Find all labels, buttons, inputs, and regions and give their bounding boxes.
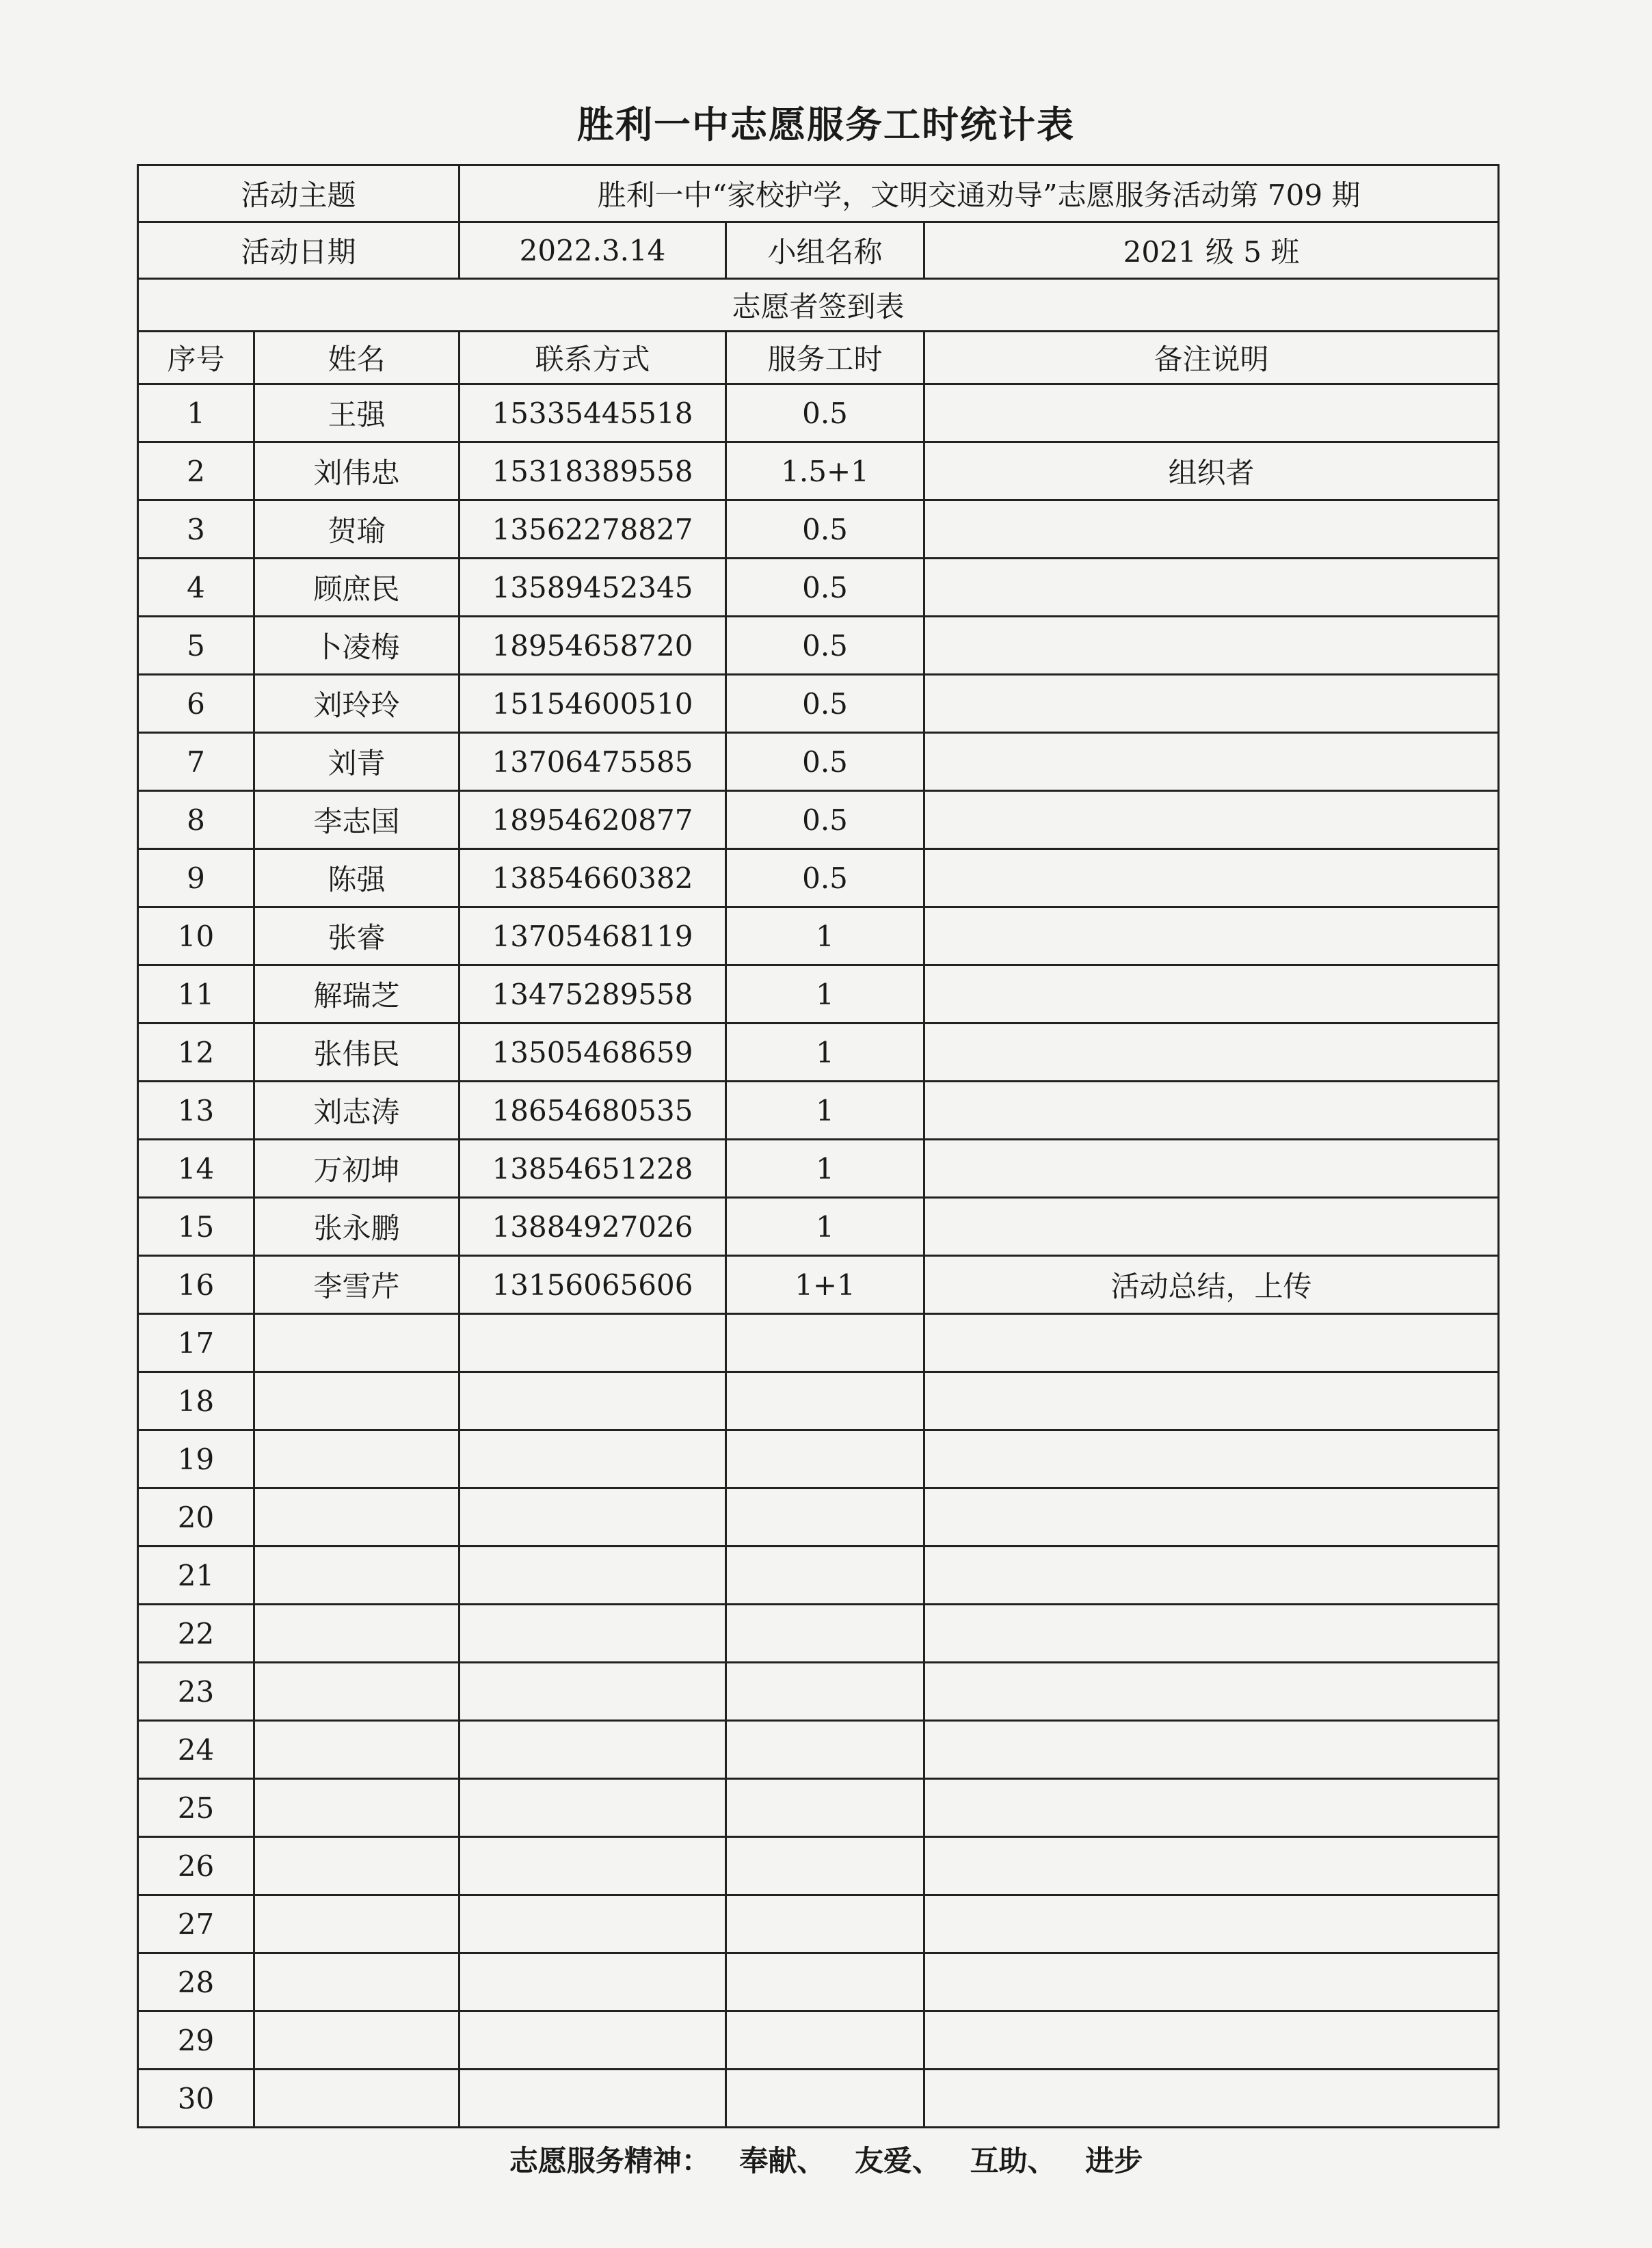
cell-hours: 0.5	[726, 617, 924, 675]
table-row	[138, 500, 1499, 559]
cell-no: 9	[138, 849, 254, 907]
cell-phone	[459, 1547, 726, 1605]
cell-name: 刘青	[254, 733, 459, 791]
cell-name	[254, 1605, 459, 1663]
cell-hours	[726, 1488, 924, 1547]
cell-hours	[726, 1837, 924, 1895]
theme-row	[138, 165, 1499, 222]
table-row	[138, 733, 1499, 791]
cell-note	[924, 1198, 1499, 1256]
table-row	[138, 1023, 1499, 1082]
table-row	[138, 559, 1499, 617]
cell-phone	[459, 1837, 726, 1895]
cell-phone	[459, 2070, 726, 2128]
cell-hours: 1	[726, 1140, 924, 1198]
cell-no: 22	[138, 1605, 254, 1663]
cell-hours	[726, 1663, 924, 1721]
cell-hours: 0.5	[726, 791, 924, 849]
cell-no: 10	[138, 907, 254, 965]
cell-phone	[459, 1605, 726, 1663]
cell-no: 18	[138, 1372, 254, 1430]
table-row	[138, 1082, 1499, 1140]
table-row	[138, 965, 1499, 1023]
cell-phone	[459, 1372, 726, 1430]
cell-no: 6	[138, 675, 254, 733]
cell-name	[254, 1895, 459, 1953]
cell-no: 27	[138, 1895, 254, 1953]
cell-note	[924, 965, 1499, 1023]
cell-hours: 1+1	[726, 1256, 924, 1314]
footer-item: 友爱、	[854, 2144, 941, 2178]
cell-name: 王强	[254, 384, 459, 442]
cell-name	[254, 1837, 459, 1895]
cell-note	[924, 907, 1499, 965]
table-row	[138, 1721, 1499, 1779]
cell-no: 29	[138, 2011, 254, 2070]
cell-no: 1	[138, 384, 254, 442]
volunteer-hours-table	[137, 164, 1500, 2128]
cell-note	[924, 2011, 1499, 2070]
cell-no: 11	[138, 965, 254, 1023]
cell-hours	[726, 1605, 924, 1663]
cell-note	[924, 1663, 1499, 1721]
date-value: 2022.3.14	[459, 222, 726, 279]
cell-hours	[726, 1721, 924, 1779]
cell-name: 张永鹏	[254, 1198, 459, 1256]
cell-no: 7	[138, 733, 254, 791]
theme-label: 活动主题	[138, 165, 459, 222]
cell-name	[254, 1314, 459, 1372]
cell-note	[924, 1372, 1499, 1430]
cell-name	[254, 1721, 459, 1779]
cell-name: 卜凌梅	[254, 617, 459, 675]
cell-name: 贺瑜	[254, 500, 459, 559]
cell-no: 13	[138, 1082, 254, 1140]
table-row	[138, 1256, 1499, 1314]
cell-no: 14	[138, 1140, 254, 1198]
cell-name	[254, 1547, 459, 1605]
column-header-phone: 联系方式	[459, 332, 726, 384]
table-row	[138, 675, 1499, 733]
cell-hours: 1	[726, 1023, 924, 1082]
cell-note	[924, 559, 1499, 617]
table-row	[138, 1140, 1499, 1198]
cell-hours	[726, 1953, 924, 2011]
cell-name: 刘志涛	[254, 1082, 459, 1140]
cell-hours: 0.5	[726, 733, 924, 791]
cell-phone: 15335445518	[459, 384, 726, 442]
column-header-hours: 服务工时	[726, 332, 924, 384]
cell-name: 李志国	[254, 791, 459, 849]
date-row	[138, 222, 1499, 279]
cell-name: 李雪芹	[254, 1256, 459, 1314]
cell-no: 17	[138, 1314, 254, 1372]
cell-phone: 18954658720	[459, 617, 726, 675]
cell-note	[924, 1605, 1499, 1663]
cell-name	[254, 1779, 459, 1837]
cell-no: 2	[138, 442, 254, 500]
cell-note	[924, 1314, 1499, 1372]
cell-name: 刘伟忠	[254, 442, 459, 500]
cell-no: 4	[138, 559, 254, 617]
cell-name	[254, 2070, 459, 2128]
cell-hours: 1	[726, 907, 924, 965]
cell-hours: 1	[726, 965, 924, 1023]
cell-note	[924, 1430, 1499, 1488]
cell-name	[254, 1372, 459, 1430]
table-row	[138, 791, 1499, 849]
table-row	[138, 1372, 1499, 1430]
table-row	[138, 617, 1499, 675]
cell-no: 5	[138, 617, 254, 675]
cell-note	[924, 1547, 1499, 1605]
table-row	[138, 1953, 1499, 2011]
cell-note	[924, 500, 1499, 559]
cell-note	[924, 1488, 1499, 1547]
table-row	[138, 1837, 1499, 1895]
cell-hours: 0.5	[726, 384, 924, 442]
table-row	[138, 2011, 1499, 2070]
column-header-row	[138, 332, 1499, 384]
table-row	[138, 849, 1499, 907]
column-header-name: 姓名	[254, 332, 459, 384]
cell-hours	[726, 2011, 924, 2070]
cell-phone	[459, 1663, 726, 1721]
cell-no: 30	[138, 2070, 254, 2128]
cell-hours	[726, 1779, 924, 1837]
table-row	[138, 1779, 1499, 1837]
cell-phone	[459, 1430, 726, 1488]
cell-hours	[726, 1547, 924, 1605]
cell-phone	[459, 1953, 726, 2011]
cell-note	[924, 1895, 1499, 1953]
cell-phone: 13475289558	[459, 965, 726, 1023]
cell-no: 16	[138, 1256, 254, 1314]
table-row	[138, 1547, 1499, 1605]
cell-name: 刘玲玲	[254, 675, 459, 733]
cell-phone: 18954620877	[459, 791, 726, 849]
cell-phone: 13562278827	[459, 500, 726, 559]
cell-no: 28	[138, 1953, 254, 2011]
section-title-row	[138, 279, 1499, 332]
table-row	[138, 2070, 1499, 2128]
cell-phone: 13705468119	[459, 907, 726, 965]
cell-note	[924, 849, 1499, 907]
cell-note	[924, 791, 1499, 849]
cell-note	[924, 1779, 1499, 1837]
cell-note	[924, 1023, 1499, 1082]
cell-phone	[459, 1895, 726, 1953]
cell-name	[254, 1953, 459, 2011]
table-row	[138, 1430, 1499, 1488]
cell-hours	[726, 2070, 924, 2128]
cell-phone	[459, 1721, 726, 1779]
table-row	[138, 1488, 1499, 1547]
cell-hours: 1	[726, 1198, 924, 1256]
cell-phone: 13505468659	[459, 1023, 726, 1082]
cell-phone: 13854660382	[459, 849, 726, 907]
cell-no: 24	[138, 1721, 254, 1779]
cell-phone: 13156065606	[459, 1256, 726, 1314]
section-title: 志愿者签到表	[138, 279, 1499, 332]
table-row	[138, 1198, 1499, 1256]
cell-phone	[459, 1488, 726, 1547]
cell-no: 23	[138, 1663, 254, 1721]
footer-label: 志愿服务精神：	[509, 2144, 710, 2178]
cell-phone: 15154600510	[459, 675, 726, 733]
date-label: 活动日期	[138, 222, 459, 279]
table-row	[138, 442, 1499, 500]
cell-hours: 0.5	[726, 559, 924, 617]
cell-note	[924, 733, 1499, 791]
cell-name: 张伟民	[254, 1023, 459, 1082]
cell-note	[924, 1837, 1499, 1895]
cell-note	[924, 1953, 1499, 2011]
table-row	[138, 1314, 1499, 1372]
cell-name: 万初坤	[254, 1140, 459, 1198]
cell-hours: 0.5	[726, 500, 924, 559]
cell-phone	[459, 1779, 726, 1837]
cell-phone: 18654680535	[459, 1082, 726, 1140]
cell-note: 组织者	[924, 442, 1499, 500]
column-header-no: 序号	[138, 332, 254, 384]
cell-no: 26	[138, 1837, 254, 1895]
cell-phone: 13884927026	[459, 1198, 726, 1256]
cell-phone	[459, 1314, 726, 1372]
table-row	[138, 384, 1499, 442]
cell-hours: 0.5	[726, 675, 924, 733]
cell-name: 陈强	[254, 849, 459, 907]
cell-hours	[726, 1430, 924, 1488]
cell-phone: 13854651228	[459, 1140, 726, 1198]
footer-item: 进步	[1085, 2144, 1143, 2178]
group-value: 2021 级 5 班	[924, 222, 1499, 279]
cell-hours	[726, 1314, 924, 1372]
cell-no: 3	[138, 500, 254, 559]
cell-note	[924, 675, 1499, 733]
cell-hours: 1.5+1	[726, 442, 924, 500]
cell-phone: 13589452345	[459, 559, 726, 617]
cell-no: 25	[138, 1779, 254, 1837]
cell-name: 顾庶民	[254, 559, 459, 617]
cell-note	[924, 1721, 1499, 1779]
cell-phone: 15318389558	[459, 442, 726, 500]
cell-no: 15	[138, 1198, 254, 1256]
cell-hours	[726, 1895, 924, 1953]
column-header-note: 备注说明	[924, 332, 1499, 384]
cell-phone: 13706475585	[459, 733, 726, 791]
cell-no: 20	[138, 1488, 254, 1547]
cell-no: 21	[138, 1547, 254, 1605]
cell-name: 解瑞芝	[254, 965, 459, 1023]
table-row	[138, 1895, 1499, 1953]
footer-motto	[0, 2139, 1652, 2180]
cell-note	[924, 1140, 1499, 1198]
cell-name	[254, 1488, 459, 1547]
cell-note	[924, 617, 1499, 675]
cell-no: 8	[138, 791, 254, 849]
group-label: 小组名称	[726, 222, 924, 279]
theme-value: 胜利一中“家校护学，文明交通劝导”志愿服务活动第 709 期	[459, 165, 1499, 222]
cell-hours: 0.5	[726, 849, 924, 907]
cell-note	[924, 1082, 1499, 1140]
table-row	[138, 1605, 1499, 1663]
cell-name	[254, 2011, 459, 2070]
cell-name	[254, 1663, 459, 1721]
cell-hours	[726, 1372, 924, 1430]
cell-note: 活动总结，上传	[924, 1256, 1499, 1314]
table-row	[138, 1663, 1499, 1721]
cell-hours: 1	[726, 1082, 924, 1140]
cell-name: 张睿	[254, 907, 459, 965]
cell-note	[924, 2070, 1499, 2128]
footer-item: 奉献、	[739, 2144, 826, 2178]
document-title: 胜利一中志愿服务工时统计表	[577, 103, 1075, 146]
cell-no: 12	[138, 1023, 254, 1082]
footer-item: 互助、	[970, 2144, 1056, 2178]
cell-name	[254, 1430, 459, 1488]
table-row	[138, 907, 1499, 965]
cell-phone	[459, 2011, 726, 2070]
cell-no: 19	[138, 1430, 254, 1488]
cell-note	[924, 384, 1499, 442]
